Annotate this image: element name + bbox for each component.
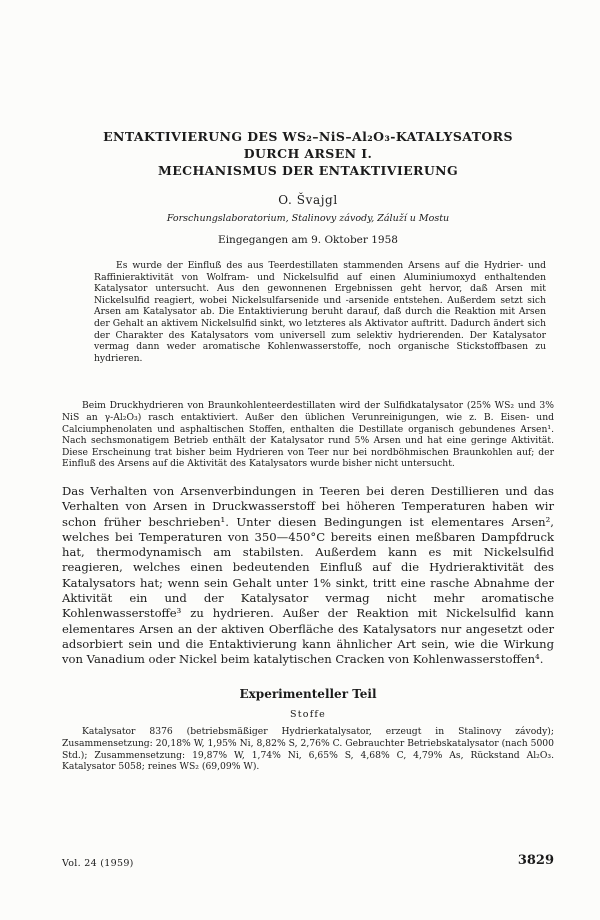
affiliation: Forschungslaboratorium, Stalinovy závody, Záluží u Mostu [166, 213, 450, 224]
title-line-2: DURCH ARSEN I. [243, 146, 373, 161]
intro-paragraph: Beim Druckhydrieren von Braunkohlenteerdestillaten wird der Sulfidkatalysator (25% WS₂ und 3% NiS an γ-Al₂O₃) rasch entaktiviert. Außer den üblichen Verunreinigungen, wie z. B. Eisen- und Calciumphenolaten und asphaltischen Stoffen, enthalten die Destillate organisch gebundenes Arsen¹. Nach sechsmonatigem Betrieb enthält der Katalysator rund 5% Arsen und hat eine geringe Aktivität. Diese Erscheinung trat bisher beim Hydrieren von Teer nur bei nordböhmischen Braunkohlen auf; der Einfluß des Arsens auf die Aktivität des Katalysators wurde bisher nicht untersucht. [62, 400, 554, 470]
journal-volume: Vol. 24 (1959) [62, 858, 134, 869]
title-line-3: MECHANISMUS DER ENTAKTIVIERUNG [157, 163, 459, 178]
body-paragraph: Das Verhalten von Arsenverbindungen in Teeren bei deren Destillieren und das Verhalten von Arsen in Druckwasserstoff bei höheren Temperaturen haben wir schon früher beschrieben¹. Unter diesen Bedingungen ist elementares Arsen², welches bei Temperaturen von 350—450°C bereits einen meßbaren Dampfdruck hat, thermodynamisch am stabilsten. Außerdem kann es mit Nickelsulfid reagieren, welches einen bedeutenden Einfluß auf die Hydrieraktivität des Katalysators hat; wenn sein Gehalt unter 1% sinkt, tritt eine rasche Abnahme der Aktivität ein und der Katalysator vermag nicht mehr aromatische Kohlenwasserstoffe³ zu hydrieren. Außer der Reaktion mit Nickelsulfid kann elementares Arsen an der aktiven Oberfläche des Katalysators nur angesetzt oder adsorbiert sein und die Entaktivierung kann ähnlicher Art sein, wie die Wirkung von Vanadium oder Nickel beim katalytischen Cracken von Kohlenwasserstoffen⁴. [62, 483, 554, 667]
page-number: 3829 [517, 853, 554, 868]
received-date: Eingegangen am 9. Oktober 1958 [218, 234, 398, 246]
author: O. Švajgl [278, 193, 338, 207]
title-line-1: ENTAKTIVIERUNG DES WS₂–NiS–Al₂O₃-KATALYSATORS [103, 129, 513, 144]
subsection-title: Stoffe [290, 709, 326, 721]
materials-paragraph: Katalysator 8376 (betriebsmäßiger Hydrierkatalysator, erzeugt in Stalinovy závody); Zusammensetzung: 20,18% W, 1,95% Ni, 8,82% S, 2,76% C. Gebrauchter Betriebskatalysator (nach 5000 Std.); Zusammensetzung: 19,87% W, 1,74% Ni, 6,65% S, 4,68% C, 4,79% As, Rückstand Al₂O₃. Katalysator 5058; reines WS₂ (69,09% W). [62, 726, 554, 773]
abstract: Es wurde der Einfluß des aus Teerdestillaten stammenden Arsens auf die Hydrier- und Raffinieraktivität von Wolfram- und Nickelsulfid auf einen Aluminiumoxyd enthaltenden Katalysator untersucht. Aus den gewonnenen Ergebnissen geht hervor, daß Arsen mit Nickelsulfid reagiert, wobei Nickelsulfarsenide und -arsenide entstehen. Außerdem setzt sich Arsen am Katalysator ab. Die Entaktivierung beruht darauf, daß durch die Reaktion mit Arsen der Gehalt an aktivem Nickelsulfid sinkt, wo letzteres als Aktivator auftritt. Dadurch ändert sich der Charakter des Katalysators vom universell zum selektiv hydrierenden. Der Katalysator vermag dann weder aromatische Kohlenwasserstoffe, noch organische Stickstoffbasen zu hydrieren. [94, 260, 546, 364]
section-title: Experimenteller Teil [239, 687, 377, 702]
paper-page [62, 128, 554, 773]
